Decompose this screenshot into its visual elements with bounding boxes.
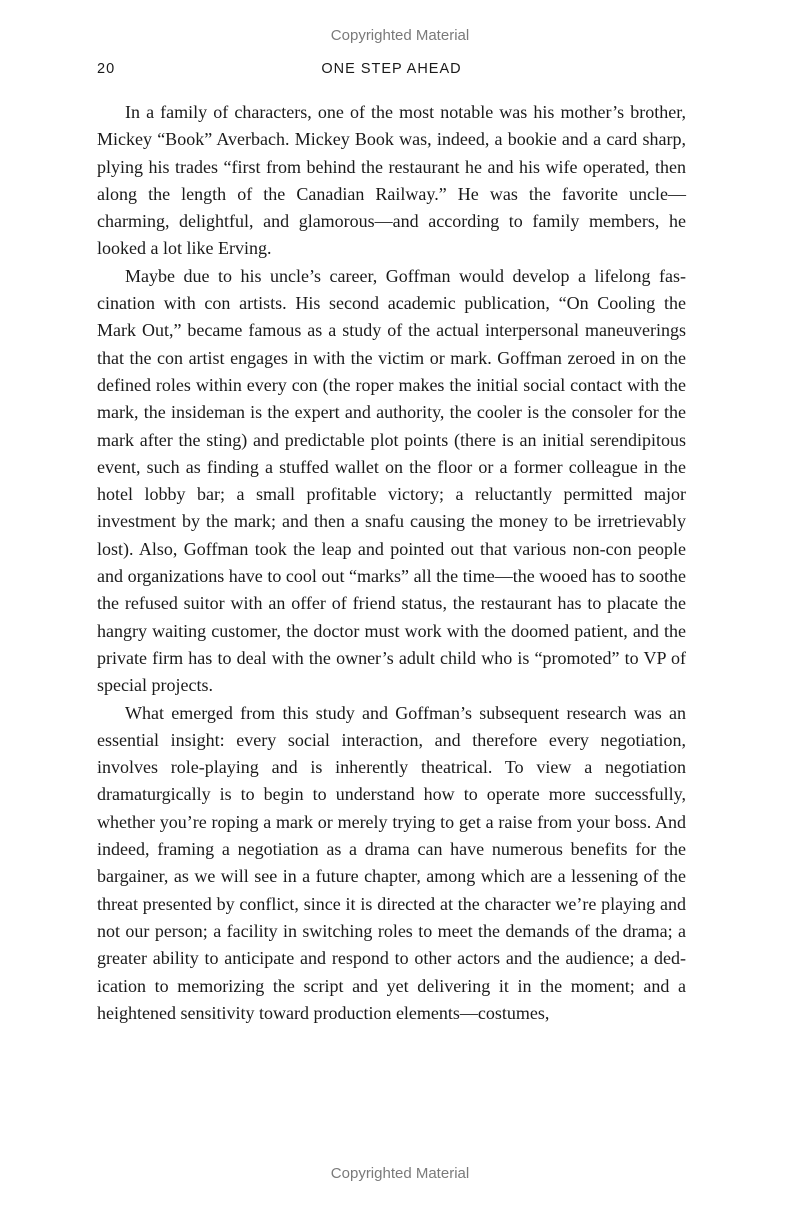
- paragraph-1: In a family of characters, one of the most notable was his mother’s brother, Mickey “Book” Averbach. Mickey Book was, indeed, a bookie and a card sharp, plying his trades “first from behind the restaurant he and his wife operated, then along the length of the Canadian Railway.” He was the favorite uncle—charming, delightful, and glamorous—and according to family members, he looked a lot like Erving.: [97, 102, 686, 259]
- book-title: ONE STEP AHEAD: [321, 61, 462, 77]
- running-head: [97, 61, 686, 81]
- body-text: [97, 99, 686, 1027]
- paragraph-2: Maybe due to his uncle’s career, Goffman would develop a lifelong fascination with con artists. His second academic publication, “On Cooling the Mark Out,” became famous as a study of the actual interpersonal maneuverings that the con artist engages in with the victim or mark. Goffman zeroed in on the defined roles within every con (the roper makes the initial social contact with the mark, the insideman is the expert and authority, the cooler is the consoler for the mark after the sting) and predictable plot points (there is an initial serendipitous event, such as finding a stuffed wallet on the floor or a former colleague in the hotel lobby bar; a small profitable victory; a reluctantly permitted major investment by the mark; and then a snafu causing the money to be irretrievably lost). Also, Goffman took the leap and pointed out that various non-con people and organizations have to cool out “marks” all the time—the wooed has to soothe the refused suitor with an offer of friend status, the restaurant has to placate the hangry waiting customer, the doctor must work with the doomed patient, and the private firm has to deal with the owner’s adult child who is “promoted” to VP of special projects.: [97, 265, 686, 696]
- copyright-watermark-top: Copyrighted Material: [330, 27, 470, 44]
- copyright-watermark-bottom: Copyrighted Material: [330, 1165, 470, 1182]
- page-number: 20: [97, 61, 116, 77]
- paragraph-3: What emerged from this study and Goffman’s subsequent research was an essential insight: every social interaction, and therefore every negotiation, involves role-playing and is inherently theatrical. To view a negotiation dramaturgically is to begin to understand how to operate more successfully, whether you’re roping a mark or merely trying to get a raise from your boss. And indeed, framing a negotiation as a drama can have numerous benefits for the bargainer, as we will see in a future chapter, among which are a lessening of the threat presented by conflict, since it is directed at the character we’re playing and not our person; a facility in switching roles to meet the demands of the drama; a greater ability to anticipate and respond to other actors and the audience; a dedication to memorizing the script and yet delivering it in the moment; and a heightened sensitivity toward production elements—costumes,: [97, 702, 686, 1023]
